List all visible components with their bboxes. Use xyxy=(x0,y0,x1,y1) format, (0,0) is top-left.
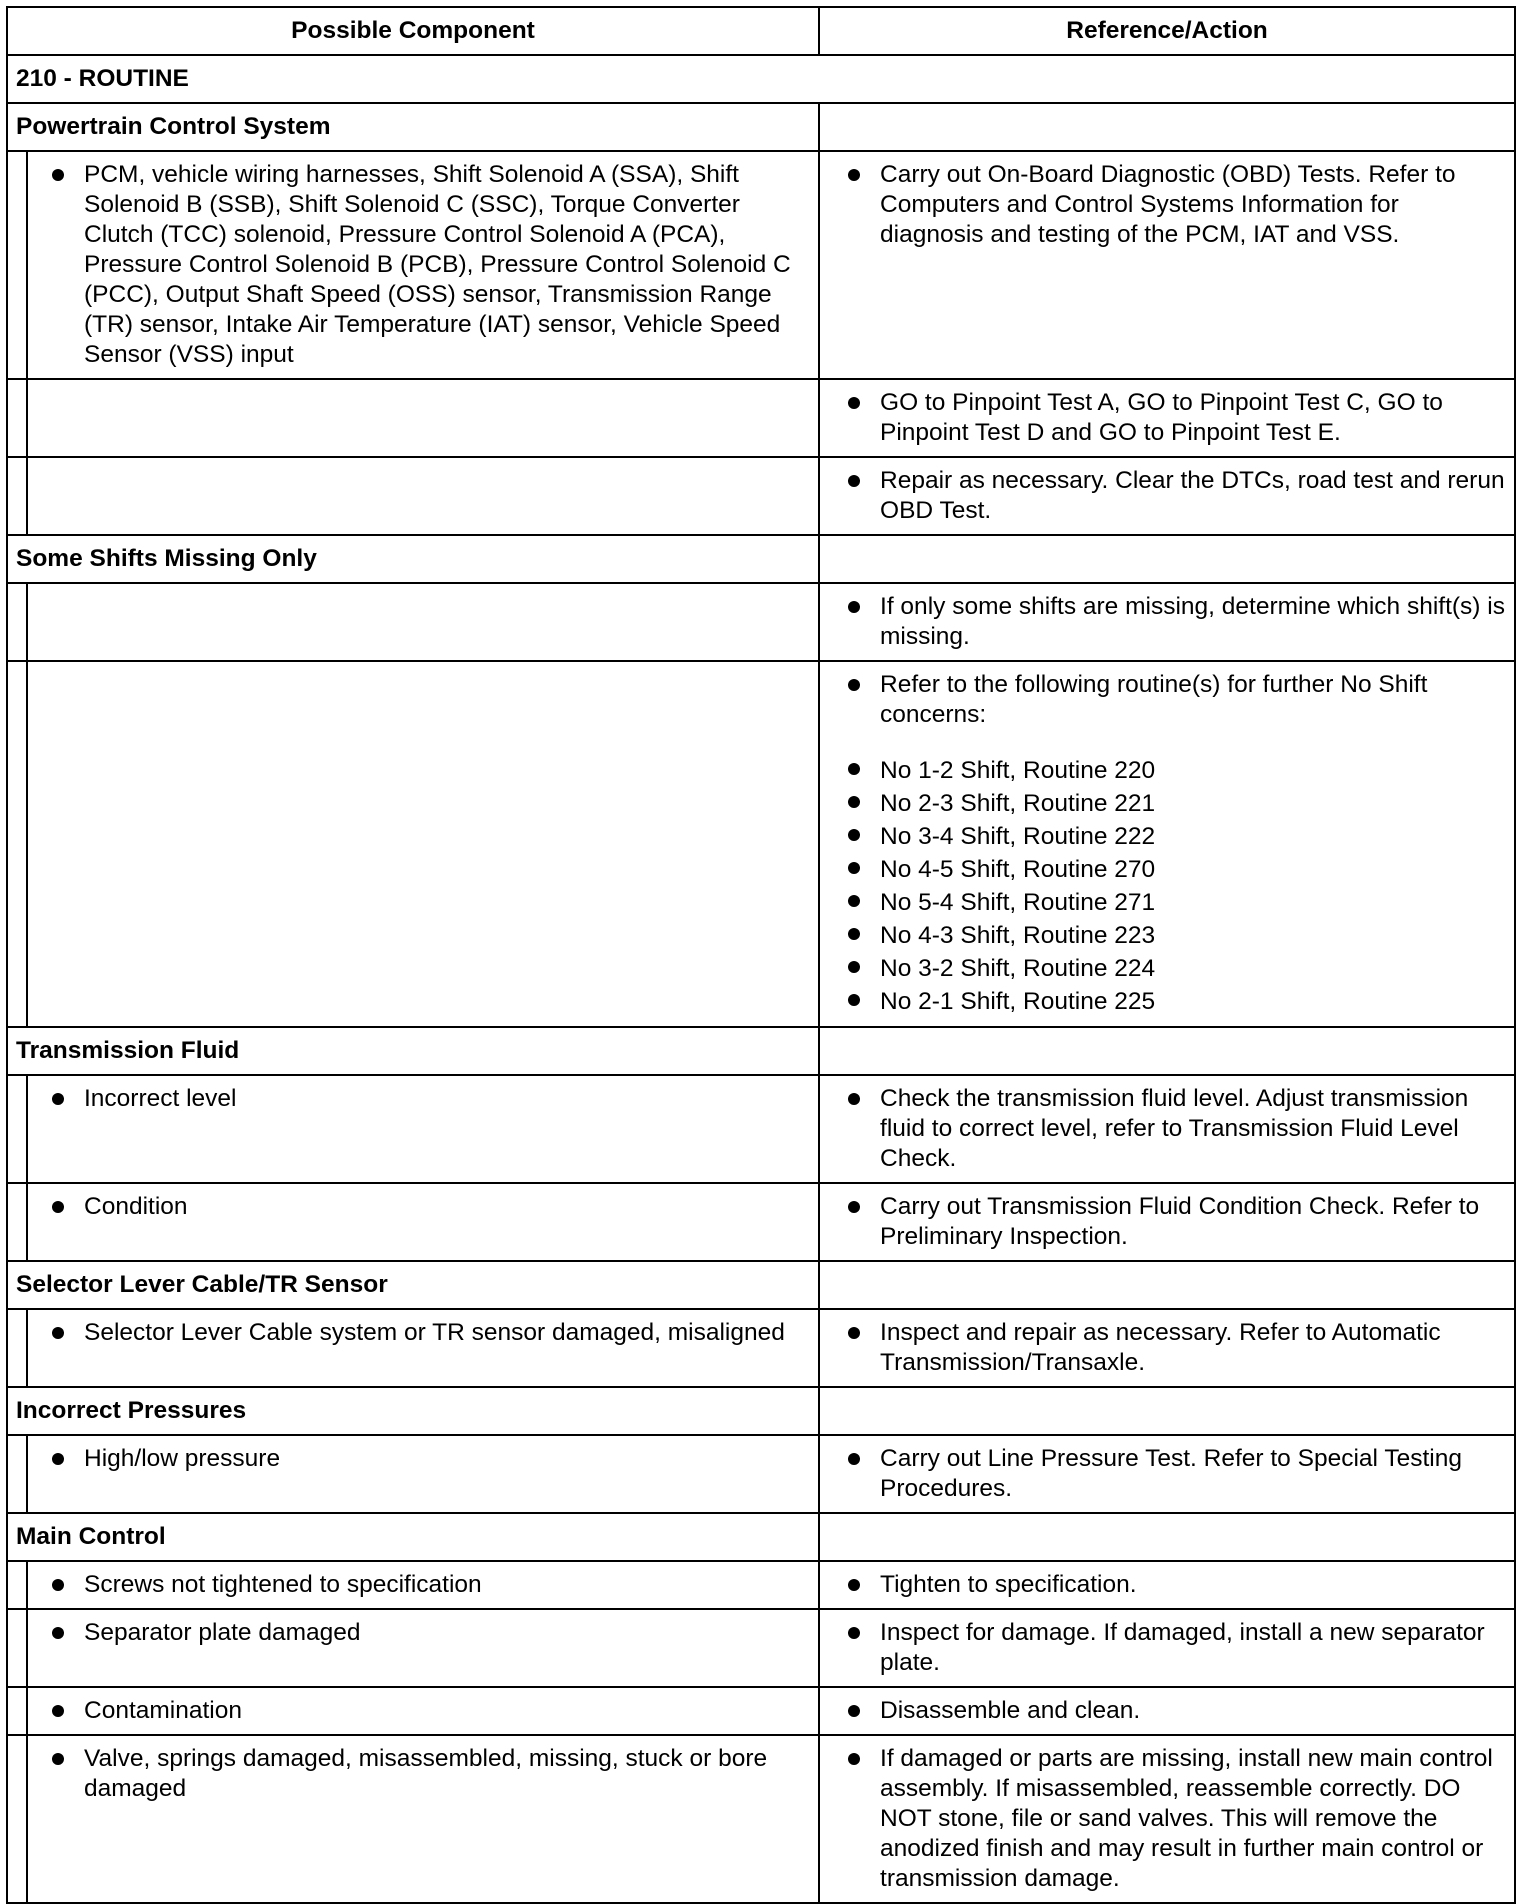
component-item: Separator plate damaged xyxy=(36,1618,810,1648)
action-list xyxy=(828,1084,1506,1174)
action-item: Carry out Transmission Fluid Condition Check. Refer to Preliminary Inspection. xyxy=(828,1192,1506,1252)
indent-cell xyxy=(7,151,27,379)
action-item: Inspect for damage. If damaged, install a new separator plate. xyxy=(828,1618,1506,1678)
indent-cell xyxy=(7,1309,27,1387)
section-title: Incorrect Pressures xyxy=(7,1387,819,1435)
table-row xyxy=(7,1075,1515,1183)
action-cell xyxy=(819,661,1515,1027)
action-cell xyxy=(819,1735,1515,1903)
table-body xyxy=(7,55,1515,1903)
section-title: Transmission Fluid xyxy=(7,1027,819,1075)
table-row xyxy=(7,661,1515,1027)
component-item: Selector Lever Cable system or TR sensor damaged, misaligned xyxy=(36,1318,810,1348)
action-cell xyxy=(819,583,1515,661)
indent-cell xyxy=(7,1687,27,1735)
component-cell xyxy=(27,1609,819,1687)
component-list xyxy=(36,1618,810,1648)
component-list xyxy=(36,1318,810,1348)
indent-cell xyxy=(7,1075,27,1183)
indent-cell xyxy=(7,1609,27,1687)
table-row xyxy=(7,1561,1515,1609)
action-list xyxy=(828,1444,1506,1504)
action-list xyxy=(828,388,1506,448)
action-list xyxy=(828,670,1506,730)
indent-cell xyxy=(7,1435,27,1513)
header-reference-action: Reference/Action xyxy=(819,7,1515,55)
action-list xyxy=(828,160,1506,250)
table-row xyxy=(7,457,1515,535)
component-item: Incorrect level xyxy=(36,1084,810,1114)
section-action-empty xyxy=(819,1513,1515,1561)
indent-cell xyxy=(7,583,27,661)
action-list xyxy=(828,1618,1506,1678)
component-cell xyxy=(27,661,819,1027)
action-item: Tighten to specification. xyxy=(828,1570,1506,1600)
section-action-empty xyxy=(819,103,1515,151)
section-row xyxy=(7,1513,1515,1561)
routine-list-item: No 3-2 Shift, Routine 224 xyxy=(828,952,1506,985)
indent-cell xyxy=(7,457,27,535)
action-cell xyxy=(819,1075,1515,1183)
action-item: Refer to the following routine(s) for further No Shift concerns: xyxy=(828,670,1506,730)
action-list xyxy=(828,1318,1506,1378)
action-list xyxy=(828,1570,1506,1600)
routine-list-item: No 4-3 Shift, Routine 223 xyxy=(828,919,1506,952)
section-row xyxy=(7,1027,1515,1075)
indent-cell xyxy=(7,1183,27,1261)
section-row xyxy=(7,1387,1515,1435)
action-cell xyxy=(819,1435,1515,1513)
component-item: PCM, vehicle wiring harnesses, Shift Solenoid A (SSA), Shift Solenoid B (SSB), Shift Solenoid C (SSC), Torque Converter Clutch (TCC) solenoid, Pressure Control Solenoid A (PCA), Pressure Control Solenoid B (PCB), Pressure Control Solenoid C (PCC), Output Shaft Speed (OSS) sensor, Transmission Range (TR) sensor, Intake Air Temperature (IAT) sensor, Vehicle Speed Sensor (VSS) input xyxy=(36,160,810,370)
indent-cell xyxy=(7,661,27,1027)
table-row xyxy=(7,1735,1515,1903)
component-cell xyxy=(27,1075,819,1183)
action-item: Check the transmission fluid level. Adjust transmission fluid to correct level, refer to Transmission Fluid Level Check. xyxy=(828,1084,1506,1174)
component-cell xyxy=(27,1183,819,1261)
diagnostic-document xyxy=(6,6,1514,1904)
routine-list-item: No 2-3 Shift, Routine 221 xyxy=(828,787,1506,820)
indent-cell xyxy=(7,379,27,457)
action-cell xyxy=(819,379,1515,457)
indent-cell xyxy=(7,1735,27,1903)
table-header-row xyxy=(7,7,1515,55)
component-cell xyxy=(27,583,819,661)
action-item: Inspect and repair as necessary. Refer to Automatic Transmission/Transaxle. xyxy=(828,1318,1506,1378)
section-row xyxy=(7,535,1515,583)
action-cell xyxy=(819,151,1515,379)
action-item: Carry out Line Pressure Test. Refer to Special Testing Procedures. xyxy=(828,1444,1506,1504)
section-row xyxy=(7,103,1515,151)
section-action-empty xyxy=(819,1387,1515,1435)
component-list xyxy=(36,1192,810,1222)
action-list xyxy=(828,1744,1506,1894)
action-item: Repair as necessary. Clear the DTCs, road test and rerun OBD Test. xyxy=(828,466,1506,526)
action-item: Disassemble and clean. xyxy=(828,1696,1506,1726)
action-list xyxy=(828,1696,1506,1726)
table-row xyxy=(7,1687,1515,1735)
component-list xyxy=(36,1744,810,1804)
component-item: Condition xyxy=(36,1192,810,1222)
action-cell xyxy=(819,457,1515,535)
component-list xyxy=(36,1696,810,1726)
component-list xyxy=(36,160,810,370)
component-list xyxy=(36,1084,810,1114)
table-row xyxy=(7,1309,1515,1387)
action-list xyxy=(828,592,1506,652)
action-cell xyxy=(819,1183,1515,1261)
routine-list-item: No 2-1 Shift, Routine 225 xyxy=(828,985,1506,1018)
section-title: Some Shifts Missing Only xyxy=(7,535,819,583)
component-cell xyxy=(27,1687,819,1735)
table-row xyxy=(7,1609,1515,1687)
routine-title: 210 - ROUTINE xyxy=(7,55,1515,103)
routine-list-item: No 1-2 Shift, Routine 220 xyxy=(828,754,1506,787)
indent-cell xyxy=(7,1561,27,1609)
section-title: Powertrain Control System xyxy=(7,103,819,151)
table-row xyxy=(7,379,1515,457)
component-item: Contamination xyxy=(36,1696,810,1726)
component-list xyxy=(36,1570,810,1600)
component-cell xyxy=(27,1435,819,1513)
section-action-empty xyxy=(819,535,1515,583)
header-possible-component: Possible Component xyxy=(7,7,819,55)
action-cell xyxy=(819,1609,1515,1687)
routine-title-row xyxy=(7,55,1515,103)
section-action-empty xyxy=(819,1027,1515,1075)
table-row xyxy=(7,583,1515,661)
table-row xyxy=(7,1183,1515,1261)
component-cell xyxy=(27,1735,819,1903)
routine-list-item: No 3-4 Shift, Routine 222 xyxy=(828,820,1506,853)
component-cell xyxy=(27,457,819,535)
action-list xyxy=(828,466,1506,526)
component-item: High/low pressure xyxy=(36,1444,810,1474)
action-item: If damaged or parts are missing, install new main control assembly. If misassembled, reassemble correctly. DO NOT stone, file or sand valves. This will remove the anodized finish and may result in further main control or transmission damage. xyxy=(828,1744,1506,1894)
component-cell xyxy=(27,1309,819,1387)
routine-list xyxy=(828,754,1506,1018)
table-row xyxy=(7,151,1515,379)
component-cell xyxy=(27,379,819,457)
component-item: Screws not tightened to specification xyxy=(36,1570,810,1600)
section-title: Main Control xyxy=(7,1513,819,1561)
action-item: If only some shifts are missing, determine which shift(s) is missing. xyxy=(828,592,1506,652)
action-cell xyxy=(819,1561,1515,1609)
table-row xyxy=(7,1435,1515,1513)
action-list xyxy=(828,1192,1506,1252)
diagnostic-table xyxy=(6,6,1516,1904)
routine-list-item: No 4-5 Shift, Routine 270 xyxy=(828,853,1506,886)
component-cell xyxy=(27,151,819,379)
action-item: GO to Pinpoint Test A, GO to Pinpoint Test C, GO to Pinpoint Test D and GO to Pinpoint Test E. xyxy=(828,388,1506,448)
section-action-empty xyxy=(819,1261,1515,1309)
action-cell xyxy=(819,1309,1515,1387)
section-row xyxy=(7,1261,1515,1309)
action-item: Carry out On-Board Diagnostic (OBD) Tests. Refer to Computers and Control Systems Information for diagnosis and testing of the PCM, IAT and VSS. xyxy=(828,160,1506,250)
component-cell xyxy=(27,1561,819,1609)
routine-list-item: No 5-4 Shift, Routine 271 xyxy=(828,886,1506,919)
component-item: Valve, springs damaged, misassembled, missing, stuck or bore damaged xyxy=(36,1744,810,1804)
component-list xyxy=(36,1444,810,1474)
section-title: Selector Lever Cable/TR Sensor xyxy=(7,1261,819,1309)
action-cell xyxy=(819,1687,1515,1735)
